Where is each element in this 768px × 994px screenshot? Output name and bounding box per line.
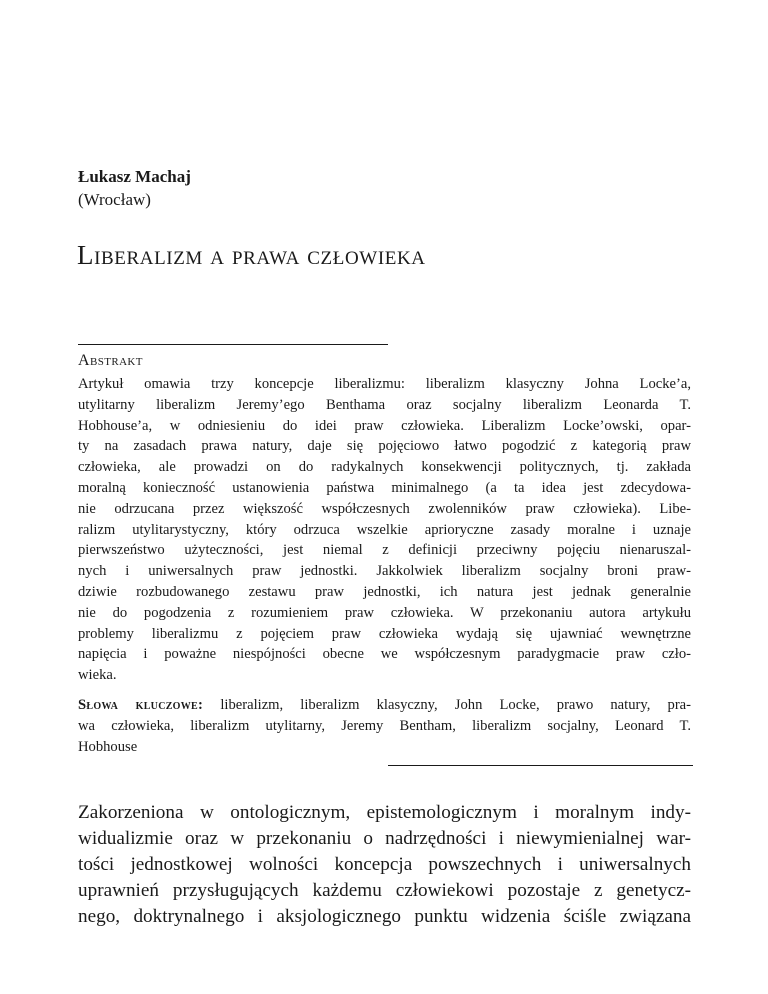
abstract-heading: Abstrakt (78, 352, 143, 369)
abstract-line: nie odrzucana przez większość współczesnych zwolenników praw człowieka). Libe- (78, 500, 691, 517)
abstract-line: utylitarny liberalizm Jeremy’ego Benthama oraz socjalny liberalizm Leonarda T. (78, 396, 691, 413)
abstract-line: nych i uniwersalnych praw jednostki. Jakkolwiek liberalizm socjalny broni praw- (78, 563, 691, 580)
abstract-line: wieka. (78, 667, 117, 684)
keywords-line: Hobhouse (78, 738, 138, 755)
body-line: uprawnień przysługujących każdemu człowiekowi pozostaje z genetycz- (78, 880, 691, 901)
abstract-line: ralizm utylitarystyczny, który odrzuca wszelkie aprioryczne zasady moralne i uznaje (78, 521, 691, 538)
keywords-line (78, 695, 691, 716)
keywords-block (78, 695, 691, 757)
abstract-line: pierwszeństwo użyteczności, jest niemal z definicji przeciwny pojęciu nienaruszal- (78, 542, 691, 559)
abstract-line: człowieka, ale prowadzi on do radykalnych konsekwencji politycznych, tj. zakłada (78, 459, 691, 476)
abstract-line: dziwie rozbudowanego zestawu praw jednostki, ich natura jest jednak generalnie (78, 583, 691, 600)
article-title: Liberalizm a prawa człowieka (77, 240, 426, 270)
abstract-line: ty na zasadach prawa natury, daje się pojęciowo łatwo pogodzić z kategorią praw (78, 438, 691, 455)
body-line: Zakorzeniona w ontologicznym, epistemologicznym i moralnym indy- (78, 802, 691, 823)
body-paragraph (78, 800, 691, 930)
abstract-line: napięcia i poważne niespójności obecne we współczesnym paradygmacie praw czło- (78, 646, 691, 663)
abstract-line: Hobhouse’a, w odniesieniu do idei praw człowieka. Liberalizm Locke’owski, opar- (78, 417, 691, 434)
keywords-label: Słowa kluczowe: (78, 697, 204, 713)
abstract-text (78, 374, 691, 686)
author-name: Łukasz Machaj (78, 167, 191, 186)
body-line: widualizmie oraz w przekonaniu o nadrzędności i niewymienialnej war- (78, 828, 691, 849)
abstract-line: problemy liberalizmu z pojęciem praw człowieka wydają się ujawniać wewnętrzne (78, 625, 691, 642)
author-affiliation: (Wrocław) (78, 190, 151, 209)
abstract-line: Artykuł omawia trzy koncepcje liberalizmu: liberalizm klasyczny Johna Locke’a, (78, 376, 691, 392)
abstract-line: moralną konieczność ustanowienia państwa minimalnego (a ta idea jest zdecydowa- (78, 479, 691, 496)
abstract-top-rule (78, 344, 388, 345)
keywords-text: liberalizm, liberalizm klasyczny, John Locke, prawo natury, pra- (220, 697, 692, 713)
abstract-line: nie do pogodzenia z rozumieniem praw człowieka. W przekonaniu autora artykułu (78, 604, 691, 621)
body-line: tości jednostkowej wolności koncepcja powszechnych i uniwersalnych (78, 854, 691, 875)
abstract-bottom-rule (388, 765, 693, 766)
keywords-line: wa człowieka, liberalizm utylitarny, Jeremy Bentham, liberalizm socjalny, Leonard T. (78, 717, 691, 734)
body-line: nego, doktrynalnego i aksjologicznego punktu widzenia ściśle związana (78, 906, 691, 927)
